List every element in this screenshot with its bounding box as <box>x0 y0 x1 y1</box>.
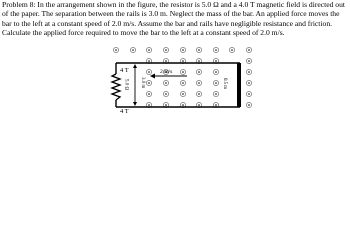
field-dot-center <box>148 60 150 62</box>
field-dot-center <box>248 71 250 73</box>
velocity-label: 2 m/s <box>160 69 173 75</box>
field-dot-center <box>165 49 167 51</box>
field-dot-center <box>115 49 117 51</box>
field-dot-center <box>215 104 217 106</box>
field-label-top: 4 T <box>120 67 129 74</box>
field-label-bottom: 4 T <box>120 108 129 115</box>
field-dot-center <box>182 93 184 95</box>
field-dot-center <box>182 71 184 73</box>
field-dot-center <box>182 60 184 62</box>
magnetic-field-dots <box>113 47 251 107</box>
field-dot-center <box>215 49 217 51</box>
field-dot-center <box>248 49 250 51</box>
field-dot-center <box>198 82 200 84</box>
field-dot-center <box>248 104 250 106</box>
field-dot-center <box>198 49 200 51</box>
field-dot-center <box>148 93 150 95</box>
resistance-label: 5.0 Ω <box>123 79 129 91</box>
field-dot-center <box>248 93 250 95</box>
field-dot-center <box>215 93 217 95</box>
field-dot-center <box>165 60 167 62</box>
field-dot-center <box>182 82 184 84</box>
field-dot-center <box>215 82 217 84</box>
field-dot-center <box>148 104 150 106</box>
field-dot-center <box>215 71 217 73</box>
separation-arrow-down <box>133 102 137 106</box>
field-dot-center <box>198 71 200 73</box>
separation-label: 3.0 m <box>140 77 145 89</box>
field-dot-center <box>132 49 134 51</box>
field-dot-center <box>215 60 217 62</box>
field-dot-center <box>165 104 167 106</box>
field-dot-center <box>148 49 150 51</box>
field-dot-center <box>148 82 150 84</box>
separation-arrow-up <box>133 64 137 68</box>
sliding-bar <box>237 63 241 107</box>
field-dot-center <box>198 93 200 95</box>
field-dot-center <box>182 49 184 51</box>
problem-statement: Problem 8: In the arrangement shown in the figure, the resistor is 5.0 Ω and a 4.0 T magnetic field is directed out of the paper. The separation between the rails is 3.0 m. Neglect the mass of the bar. An applied force moves the bar to the left at a constant speed of 2.0 m/s. Assume the bar and rails have negligible resistance and friction. Calculate the applied force required to move the bar to the left at a constant speed of 2.0 m/s. <box>2 0 345 37</box>
field-dot-center <box>165 82 167 84</box>
field-dot-center <box>148 71 150 73</box>
field-dot-center <box>248 60 250 62</box>
rail-circuit-figure <box>0 0 350 116</box>
resistor <box>112 74 120 100</box>
field-dot-center <box>248 82 250 84</box>
field-dot-center <box>198 104 200 106</box>
bar-label: 0.5 m <box>222 78 227 89</box>
field-dot-center <box>182 104 184 106</box>
field-dot-center <box>198 60 200 62</box>
field-dot-center <box>165 93 167 95</box>
field-dot-center <box>231 49 233 51</box>
